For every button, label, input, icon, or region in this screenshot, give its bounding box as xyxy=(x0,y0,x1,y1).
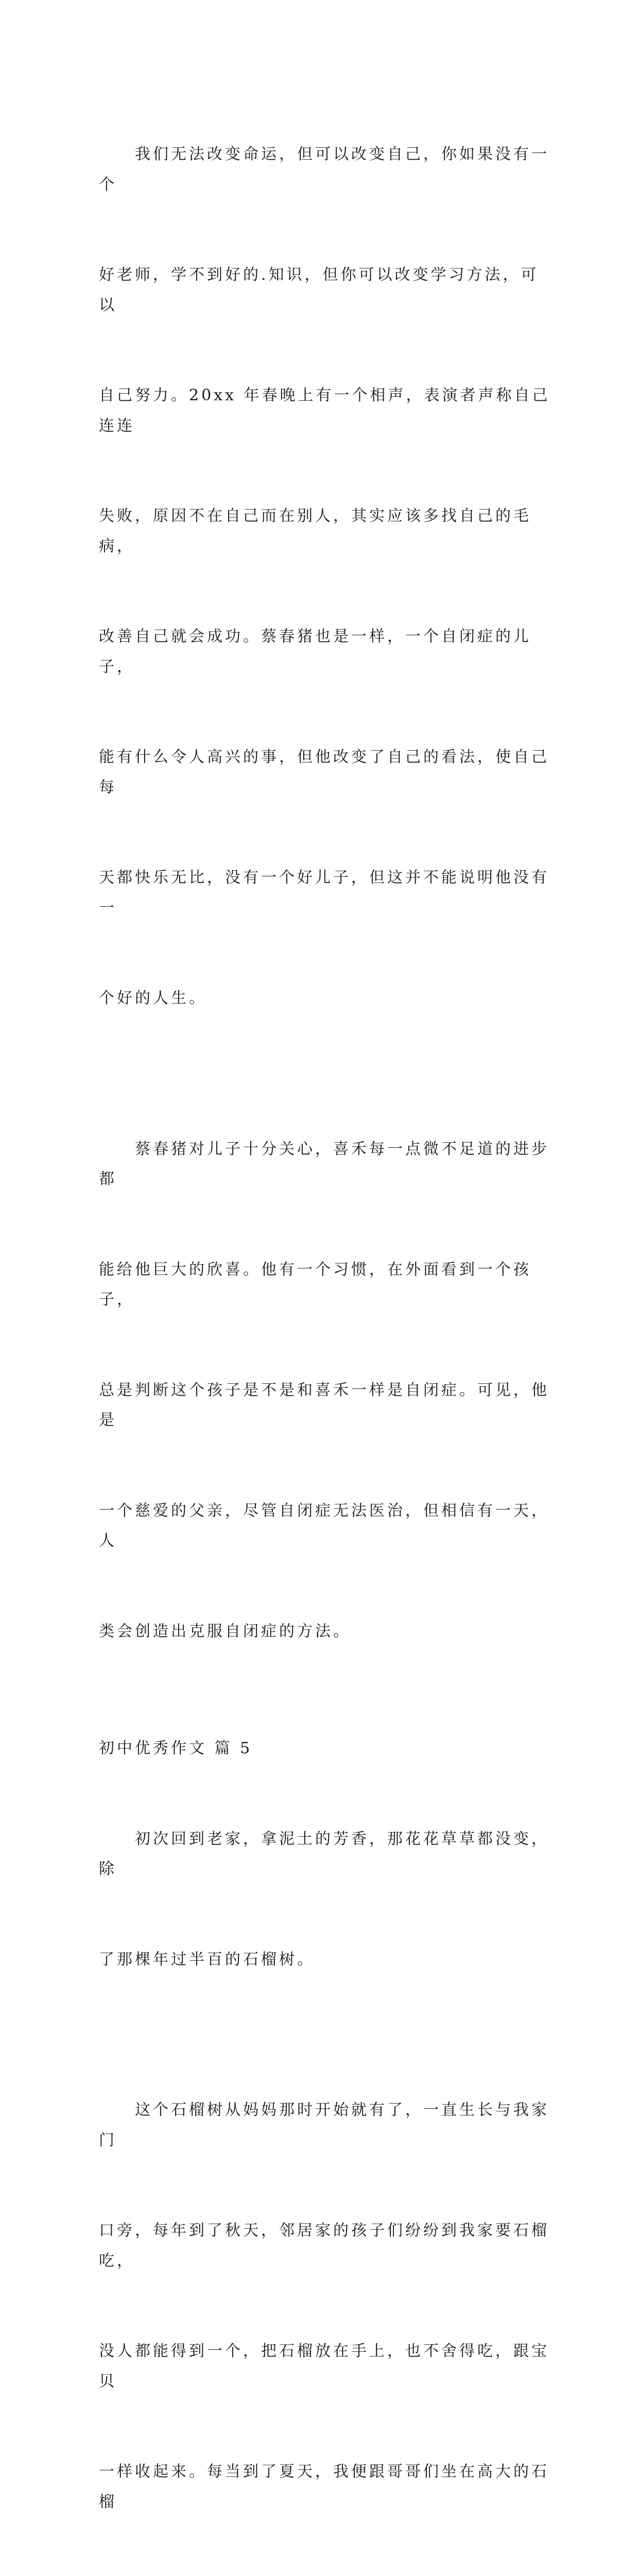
text-line: 总是判断这个孩子是不是和喜禾一样是自闭症。可见，他是 xyxy=(99,1381,549,1429)
text-line: 类会创造出克服自闭症的方法。 xyxy=(99,1622,351,1640)
text-line: 自己努力。20xx 年春晚上有一个相声，表演者声称自己连连 xyxy=(99,386,550,435)
text-line: 个好的人生。 xyxy=(99,989,207,1007)
text-line: 初次回到老家，拿泥土的芳香，那花花草草都没变，除 xyxy=(99,1829,549,1878)
paragraph-pomegranate-tree xyxy=(99,2035,551,2576)
text-line: 我们无法改变命运，但可以改变自己，你如果没有一个 xyxy=(99,145,549,194)
paragraph-return-home xyxy=(99,1764,551,2036)
text-line: 能有什么令人高兴的事，但他改变了自己的看法，使自己每 xyxy=(99,748,549,796)
text-line: 了那棵年过半百的石榴树。 xyxy=(99,1950,315,1969)
text-line: 天都快乐无比，没有一个好儿子，但这并不能说明他没有一 xyxy=(99,869,549,917)
text-line: 口旁，每年到了秋天，邻居家的孩子们纷纷到我家要石榴吃， xyxy=(99,2222,549,2270)
text-line: 一样收起来。每当到了夏天，我便跟哥哥们坐在高大的石榴 xyxy=(99,2463,549,2511)
text-line: 没人都能得到一个，把石榴放在手上，也不舍得吃，跟宝贝 xyxy=(99,2342,549,2391)
text-line: 蔡春猪对儿子十分关心，喜禾每一点微不足道的进步都 xyxy=(99,1140,549,1188)
section-heading: 初中优秀作文 篇 5 xyxy=(99,1739,253,1757)
text-line: 能给他巨大的欣喜。他有一个习惯，在外面看到一个孩子， xyxy=(99,1260,531,1309)
document-body xyxy=(99,79,551,2576)
text-line: 失败，原因不在自己而在别人，其实应该多找自己的毛病， xyxy=(99,507,531,555)
text-line: 一个慈爱的父亲，尽管自闭症无法医治，但相信有一天，人 xyxy=(99,1501,549,1550)
text-line: 这个石榴树从妈妈那时开始就有了，一直生长与我家门 xyxy=(99,2101,549,2149)
text-line: 好老师，学不到好的.知识，但你可以改变学习方法，可以 xyxy=(99,266,539,314)
paragraph-change-self xyxy=(99,79,551,1074)
text-line: 改善自己就会成功。蔡春猪也是一样，一个自闭症的儿子， xyxy=(99,628,531,676)
paragraph-caring-father xyxy=(99,1074,551,1707)
